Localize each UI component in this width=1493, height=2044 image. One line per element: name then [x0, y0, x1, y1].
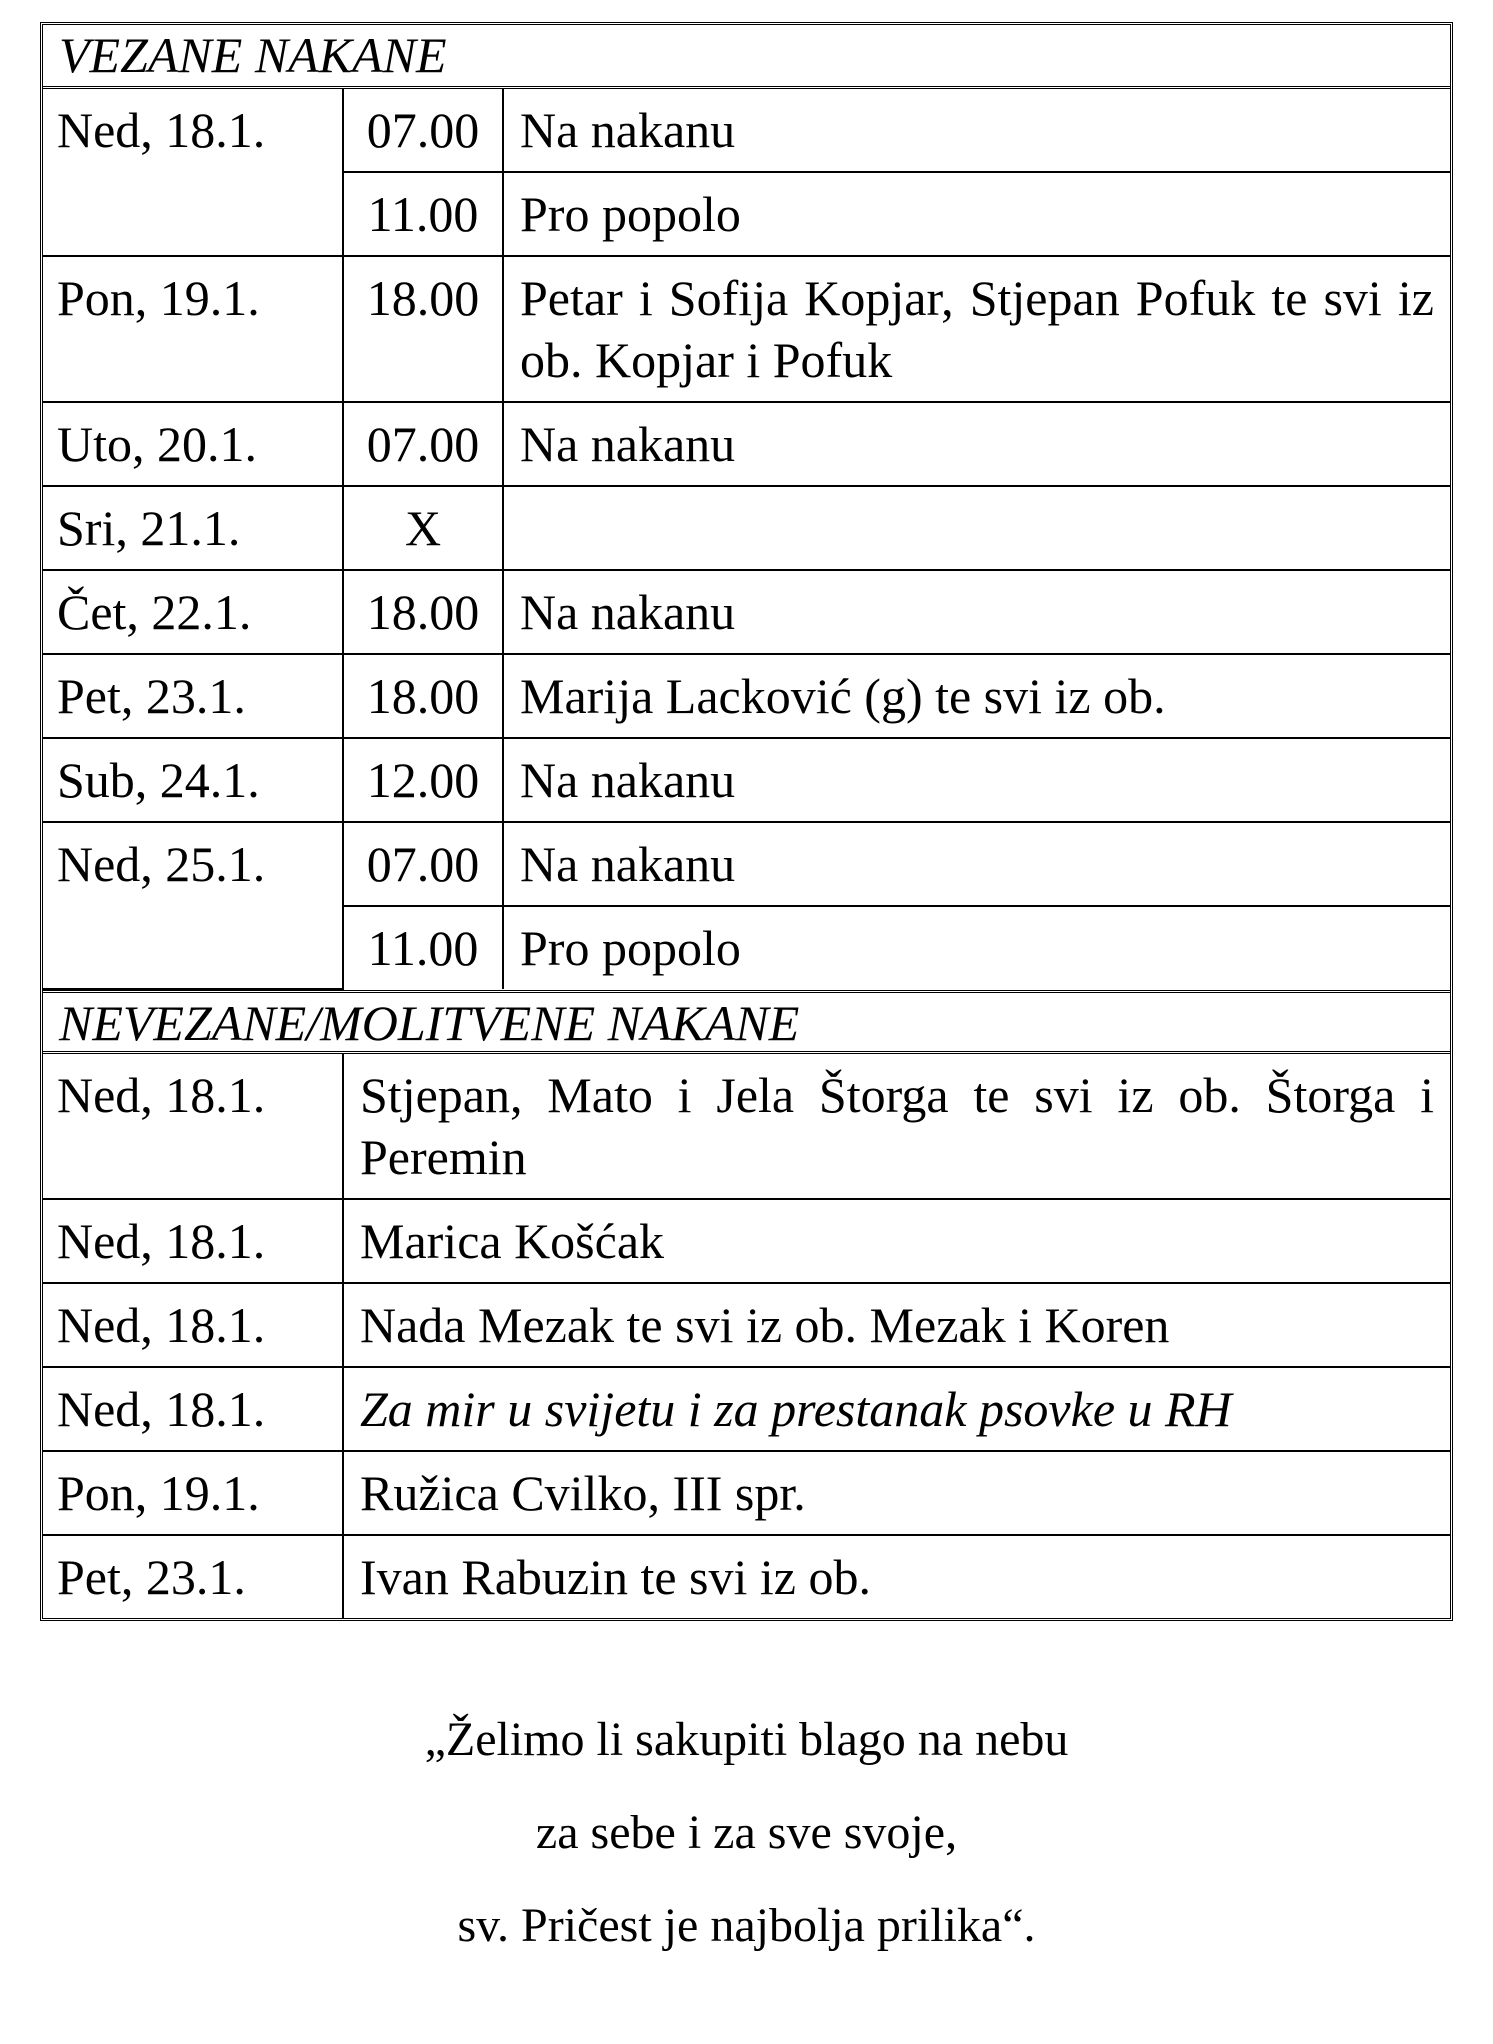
intention-cell: Na nakanu	[503, 822, 1450, 906]
time-cell: 11.00	[343, 906, 503, 989]
table-row	[43, 1054, 1450, 1199]
day-cell: Uto, 20.1.	[43, 402, 343, 486]
table-row	[43, 1199, 1450, 1283]
table-row	[43, 486, 1450, 570]
intention-cell: Stjepan, Mato i Jela Štorga te svi iz ob. Štorga i Peremin	[343, 1054, 1450, 1199]
table-row	[43, 738, 1450, 822]
table-row	[43, 89, 1450, 172]
quote-line-1: „Želimo li sakupiti blago na nebu	[424, 1713, 1069, 1766]
time-cell: X	[343, 486, 503, 570]
intentions-table	[40, 22, 1453, 1621]
day-cell: Ned, 25.1.	[43, 822, 343, 989]
time-cell: 18.00	[343, 570, 503, 654]
section-title-nevezane: NEVEZANE/MOLITVENE NAKANE	[43, 990, 1450, 1054]
day-cell: Sub, 24.1.	[43, 738, 343, 822]
table-row	[43, 654, 1450, 738]
table-row	[43, 1535, 1450, 1618]
intention-cell: Petar i Sofija Kopjar, Stjepan Pofuk te svi iz ob. Kopjar i Pofuk	[503, 256, 1450, 402]
time-cell: 18.00	[343, 654, 503, 738]
table-row	[43, 570, 1450, 654]
table-row	[43, 1367, 1450, 1451]
table-row	[43, 402, 1450, 486]
vezane-table	[43, 89, 1450, 990]
day-cell: Ned, 18.1.	[43, 1199, 343, 1283]
intention-cell	[503, 486, 1450, 570]
table-row	[43, 256, 1450, 402]
day-cell: Pon, 19.1.	[43, 1451, 343, 1535]
intention-cell: Na nakanu	[503, 402, 1450, 486]
intention-cell: Na nakanu	[503, 570, 1450, 654]
day-cell: Ned, 18.1.	[43, 89, 343, 256]
intention-cell: Pro popolo	[503, 172, 1450, 256]
section-title-vezane: VEZANE NAKANE	[43, 25, 1450, 89]
intention-cell: Pro popolo	[503, 906, 1450, 989]
intention-cell: Na nakanu	[503, 89, 1450, 172]
time-cell: 07.00	[343, 822, 503, 906]
intention-cell: Za mir u svijetu i za prestanak psovke u RH	[343, 1367, 1450, 1451]
intention-cell: Ružica Cvilko, III spr.	[343, 1451, 1450, 1535]
time-cell: 07.00	[343, 402, 503, 486]
day-cell: Pon, 19.1.	[43, 256, 343, 402]
intention-cell: Marija Lacković (g) te svi iz ob.	[503, 654, 1450, 738]
table-row	[43, 1283, 1450, 1367]
day-cell: Sri, 21.1.	[43, 486, 343, 570]
quote-line-2: za sebe i za sve svoje,	[535, 1806, 958, 1859]
table-row	[43, 822, 1450, 906]
day-cell: Ned, 18.1.	[43, 1283, 343, 1367]
time-cell: 11.00	[343, 172, 503, 256]
time-cell: 12.00	[343, 738, 503, 822]
day-cell: Pet, 23.1.	[43, 654, 343, 738]
intention-cell: Marica Košćak	[343, 1199, 1450, 1283]
time-cell: 18.00	[343, 256, 503, 402]
day-cell: Pet, 23.1.	[43, 1535, 343, 1618]
intention-cell: Ivan Rabuzin te svi iz ob.	[343, 1535, 1450, 1618]
time-cell: 07.00	[343, 89, 503, 172]
day-cell: Ned, 18.1.	[43, 1054, 343, 1199]
day-cell: Ned, 18.1.	[43, 1367, 343, 1451]
intention-cell: Nada Mezak te svi iz ob. Mezak i Koren	[343, 1283, 1450, 1367]
table-row	[43, 1451, 1450, 1535]
quote-line-3: sv. Pričest je najbolja prilika“.	[457, 1899, 1036, 1952]
intention-cell: Na nakanu	[503, 738, 1450, 822]
nevezane-table	[43, 1054, 1450, 1618]
day-cell: Čet, 22.1.	[43, 570, 343, 654]
